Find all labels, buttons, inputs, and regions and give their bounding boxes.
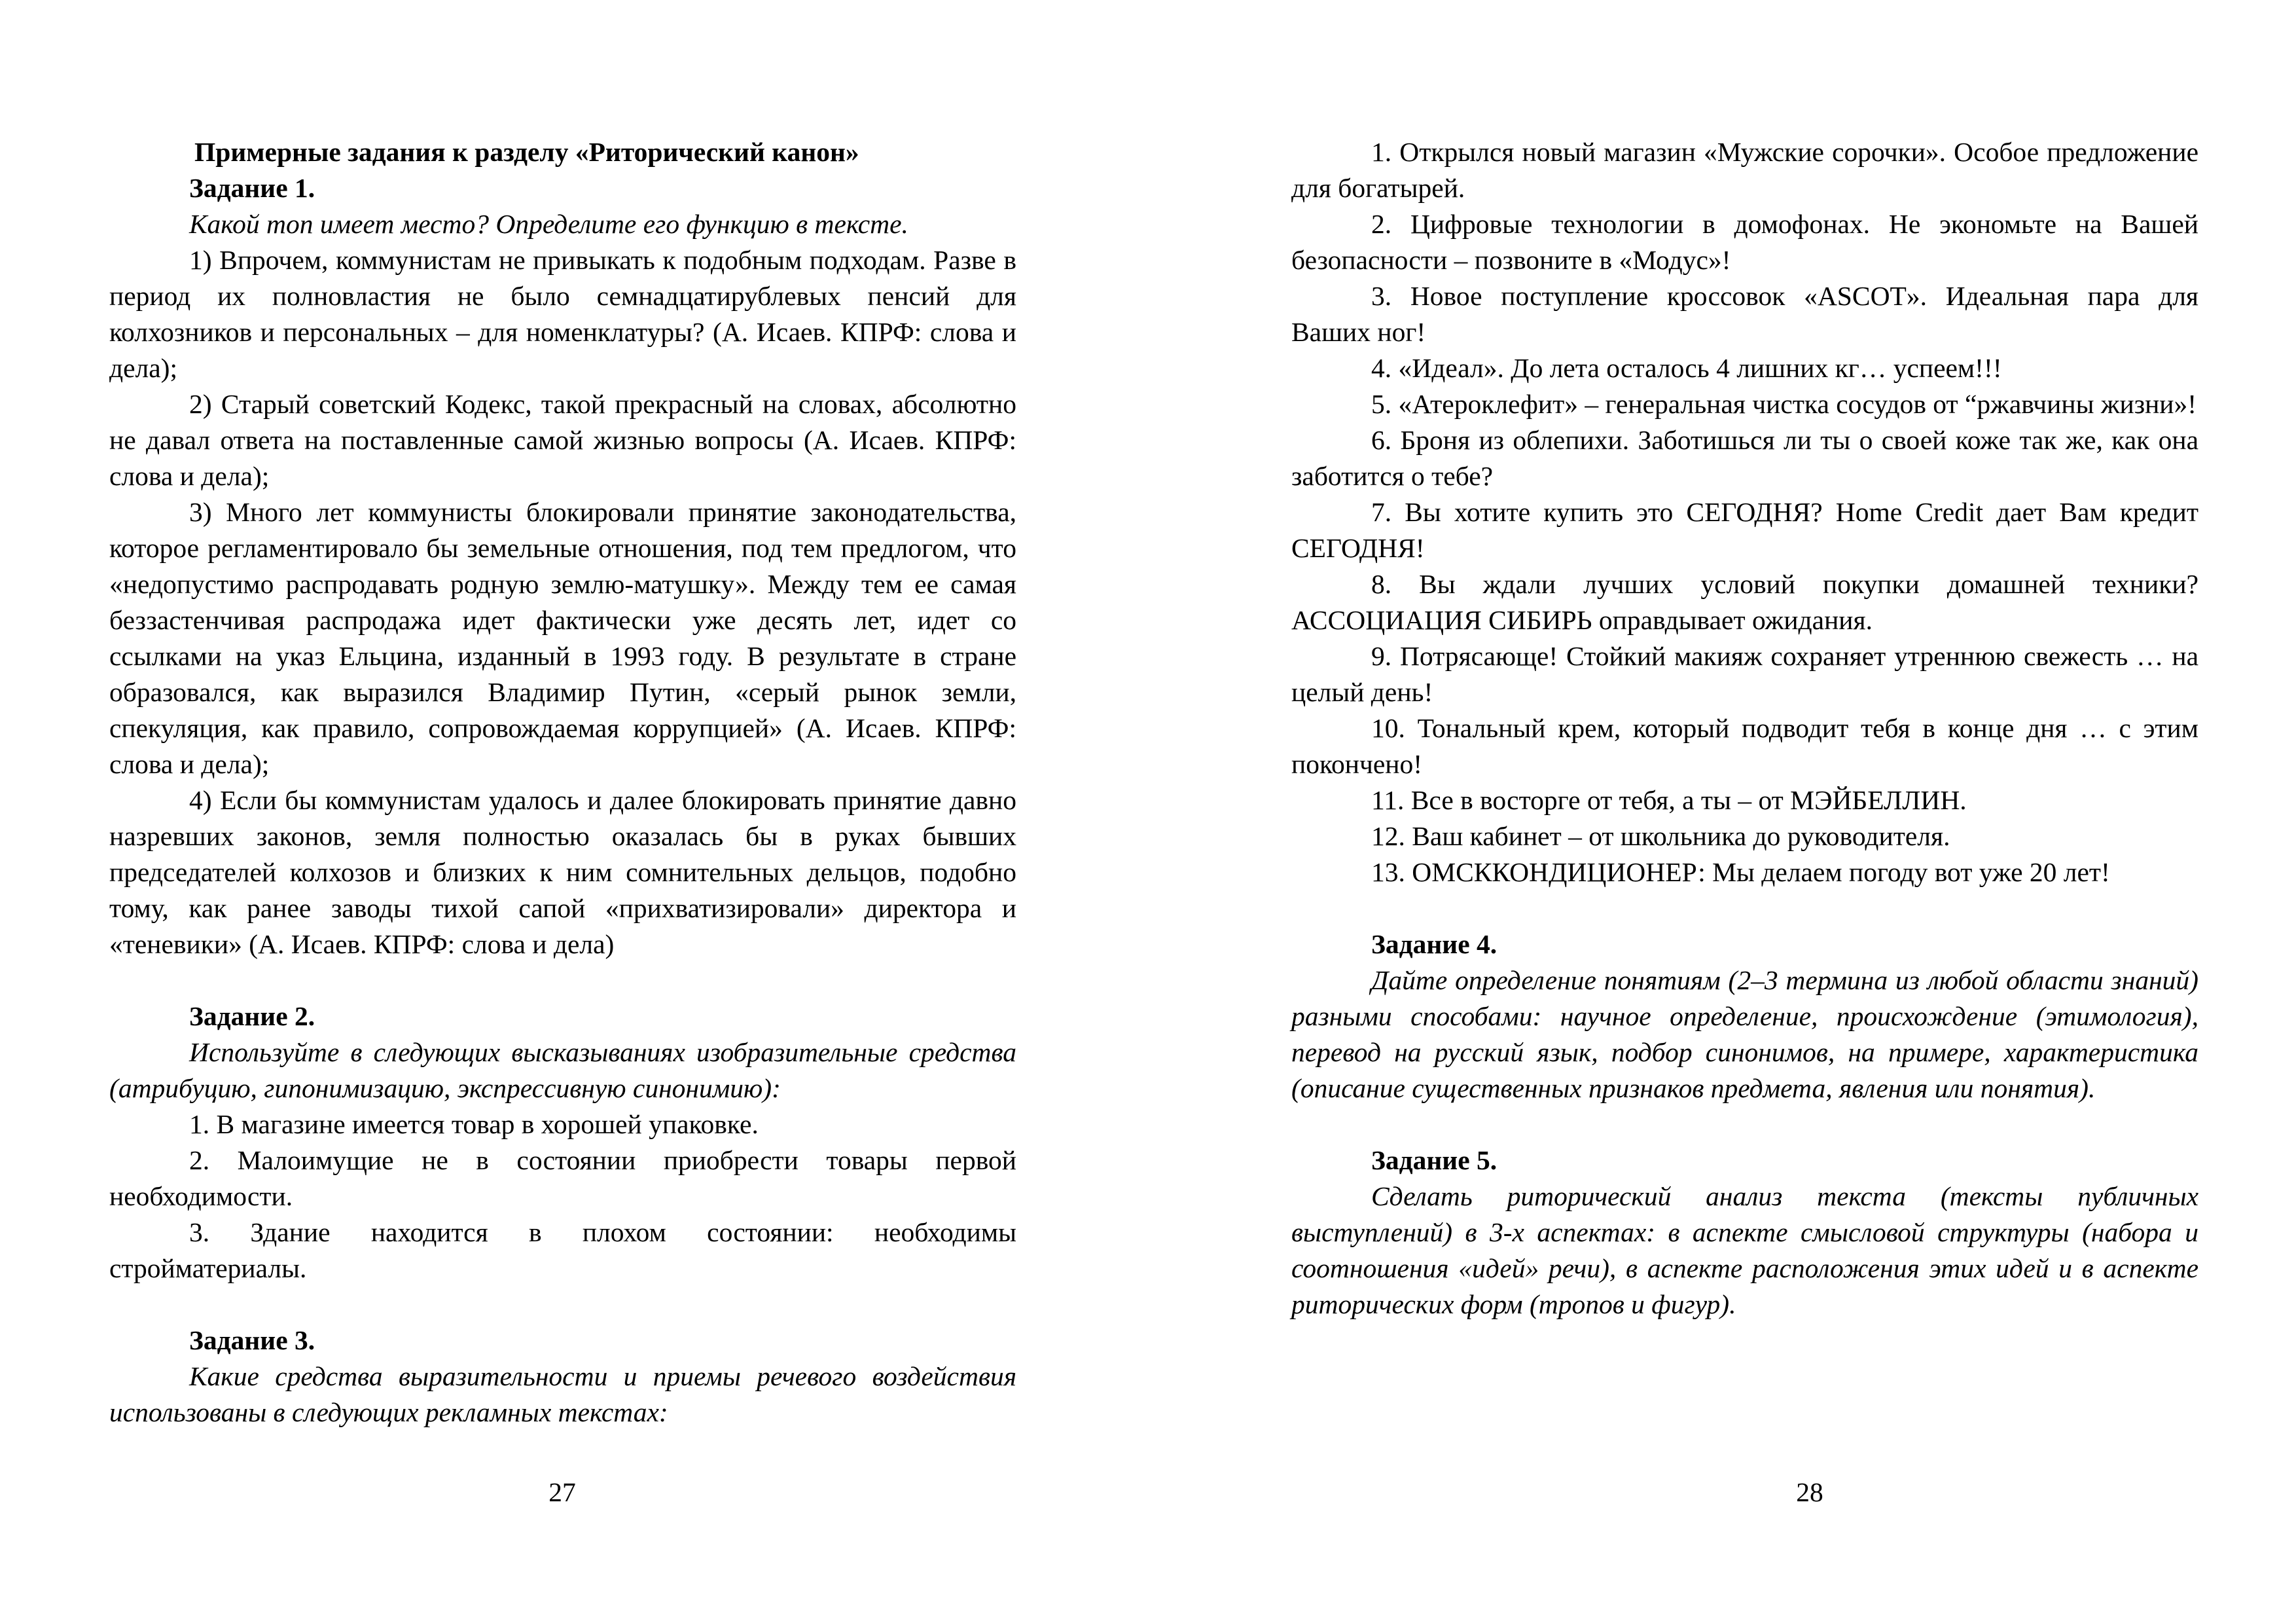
spacer: [1291, 890, 2198, 926]
left-page-column: [109, 134, 1016, 1431]
ad-item: 13. ОМСККОНДИЦИОНЕР: Мы делаем погоду вот уже 20 лет!: [1371, 857, 2110, 887]
task3-prompt: Какие средства выразительности и приемы речевого воздействия использованы в следующих рекламных текстах:: [109, 1361, 1016, 1427]
page-number-right: 28: [1796, 1477, 1823, 1507]
ad-item: 2. Цифровые технологии в домофонах. Не экономьте на Вашей безопасности – позвоните в «Модус»!: [1291, 209, 2198, 275]
ad-item: 8. Вы ждали лучших условий покупки домашней техники? АССОЦИАЦИЯ СИБИРЬ оправдывает ожидания.: [1291, 569, 2198, 635]
task1-prompt: Какой топ имеет место? Определите его функцию в тексте.: [189, 209, 908, 239]
ad-item: 11. Все в восторге от тебя, а ты – от МЭЙБЕЛЛИН.: [1371, 785, 1967, 815]
ad-item: 7. Вы хотите купить это СЕГОДНЯ? Home Credit дает Вам кредит СЕГОДНЯ!: [1291, 497, 2198, 563]
task2-prompt: Используйте в следующих высказываниях изобразительные средства (атрибуцию, гипонимизацию, экспрессивную синонимию):: [109, 1037, 1016, 1103]
page-number-left: 27: [548, 1477, 576, 1507]
task2-heading: Задание 2.: [189, 1001, 315, 1031]
task2-item: 2. Малоимущие не в состоянии приобрести товары первой необходимости.: [109, 1145, 1016, 1211]
task4-prompt: Дайте определение понятиям (2–3 термина из любой области знаний) разными способами: научное определение, происхождение (этимология), перевод на русский язык, подбор синонимов, на примере, характеристика (описание существенных признаков предмета, явления или понятия).: [1291, 965, 2198, 1103]
ad-item: 9. Потрясающе! Стойкий макияж сохраняет утреннюю свежесть … на целый день!: [1291, 641, 2198, 707]
right-page: [1148, 0, 2296, 1623]
task3-heading: Задание 3.: [189, 1325, 315, 1355]
task1-item: 3) Много лет коммунисты блокировали принятие законодательства, которое регламентировало бы земельные отношения, под тем предлогом, что «недопустимо распродавать родную землю-матушку». Между тем ее самая беззастенчивая распродажа идет фактически уже десять лет, идет со ссылками на указ Ельцина, изданный в 1993 году. В результате в стране образовался, как выразился Владимир Путин, «серый рынок земли, спекуляция, как правило, сопровождаемая коррупцией» (А. Исаев. КПРФ: слова и дела);: [109, 497, 1016, 779]
ad-item: 10. Тональный крем, который подводит тебя в конце дня … с этим покончено!: [1291, 713, 2198, 779]
task4-heading: Задание 4.: [1371, 929, 1498, 959]
ad-item: 12. Ваш кабинет – от школьника до руководителя.: [1371, 821, 1950, 851]
task1-heading: Задание 1.: [189, 173, 315, 203]
task1-item: 4) Если бы коммунистам удалось и далее блокировать принятие давно назревших законов, земля полностью оказалась бы в руках бывших председателей колхозов и близких к ним сомнительных дельцов, подобно тому, как ранее заводы тихой сапой «прихватизировали» директора и «теневики» (А. Исаев. КПРФ: слова и дела): [109, 785, 1016, 959]
spacer: [1291, 1106, 2198, 1142]
right-page-column: [1291, 134, 2198, 1322]
section-title: Примерные задания к разделу «Риторический канон»: [194, 137, 859, 167]
ad-item: 6. Броня из облепихи. Заботишься ли ты о своей коже так же, как она заботится о тебе?: [1291, 425, 2198, 491]
task2-item: 3. Здание находится в плохом состоянии: необходимы стройматериалы.: [109, 1217, 1016, 1283]
spacer: [109, 1286, 1016, 1322]
spacer: [109, 962, 1016, 998]
task5-heading: Задание 5.: [1371, 1145, 1498, 1175]
ad-item: 1. Открылся новый магазин «Мужские сорочки». Особое предложение для богатырей.: [1291, 137, 2198, 203]
ad-item: 5. «Атероклефит» – генеральная чистка сосудов от “ржавчины жизни»!: [1371, 389, 2197, 419]
task2-item: 1. В магазине имеется товар в хорошей упаковке.: [189, 1109, 759, 1139]
task5-prompt: Сделать риторический анализ текста (тексты публичных выступлений) в 3-х аспектах: в аспекте смысловой структуры (набора и соотношения «идей» речи), в аспекте расположения этих идей и в аспекте риторических форм (тропов и фигур).: [1291, 1181, 2198, 1319]
ad-item: 3. Новое поступление кроссовок «ASCOT». Идеальная пара для Ваших ног!: [1291, 281, 2198, 347]
ad-item: 4. «Идеал». До лета осталось 4 лишних кг… успеем!!!: [1371, 353, 2002, 383]
task1-item: 2) Старый советский Кодекс, такой прекрасный на словах, абсолютно не давал ответа на поставленные самой жизнью вопросы (А. Исаев. КПРФ: слова и дела);: [109, 389, 1016, 491]
task1-item: 1) Впрочем, коммунистам не привыкать к подобным подходам. Разве в период их полновластия не было семнадцатирублевых пенсий для колхозников и персональных – для номенклатуры? (А. Исаев. КПРФ: слова и дела);: [109, 245, 1016, 383]
